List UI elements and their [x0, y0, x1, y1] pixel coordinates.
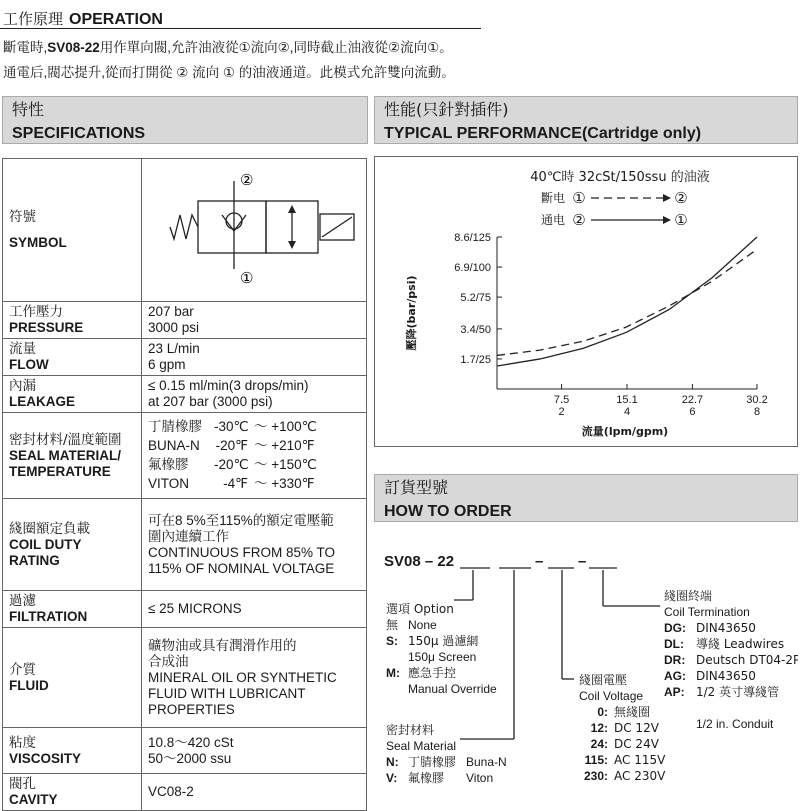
symbol-label-en: SYMBOL	[9, 235, 67, 250]
termination-item-1-code: DL:	[664, 637, 684, 651]
option-item-2-en: Manual Override	[408, 682, 497, 696]
fluid-label-en: FLUID	[9, 677, 49, 693]
option-item-1-code: S:	[386, 634, 398, 648]
spec-value-fluid	[142, 628, 367, 728]
legend-arrow-1	[663, 216, 671, 224]
operation-title	[3, 8, 163, 29]
leakage-label-zh: 內漏	[9, 378, 36, 394]
seal-temperature-grid	[148, 419, 360, 492]
spec-value-coil	[142, 499, 367, 591]
spec-label-pressure	[3, 302, 142, 339]
option-title: 選項 Option	[386, 602, 454, 616]
operation-line-1-model: SV08-22	[47, 40, 100, 55]
fluid-value-5: PROPERTIES	[148, 701, 235, 717]
voltage-item-0-code: 0:	[597, 705, 608, 719]
spec-value-leakage	[142, 376, 367, 413]
operation-line-2: 通電后,閥芯提升,從而打開從 ② 流向 ① 的油液通道。此模式允許雙向流動。	[3, 65, 455, 80]
spec-label-seal	[3, 413, 142, 499]
seal-row-0-range-high: ～ +100℃	[254, 419, 317, 434]
coil-value-4: 115% OF NOMINAL VOLTAGE	[148, 560, 335, 576]
specifications-header-zh: 特性	[12, 100, 45, 119]
legend-arrow-0	[663, 194, 671, 202]
spec-value-flow	[142, 339, 367, 376]
x-tick-sublabel-3: 8	[753, 406, 761, 418]
order-header-en: HOW TO ORDER	[384, 503, 512, 520]
voltage-title-en: Coil Voltage	[579, 689, 644, 703]
termination-item-4-code: AP:	[664, 685, 685, 699]
symbol-label-zh: 符號	[9, 209, 36, 225]
termination-item-2-code: DR:	[664, 653, 686, 667]
spec-label-viscosity	[3, 728, 142, 774]
cavity-label-zh: 閥孔	[9, 776, 36, 792]
termination-item-3-code: AG:	[664, 669, 686, 683]
spec-value-seal	[142, 413, 367, 499]
fluid-value-3: MINERAL OIL OR SYNTHETIC	[148, 669, 337, 685]
option-item-1-en: 150μ Screen	[408, 650, 477, 664]
seal-row-3-range-high: ～ +330℉	[254, 476, 315, 491]
operation-line-1-suffix: 用作單向閥,允許油液從①流向②,同時截止油液從②流向①。	[99, 40, 453, 55]
pressure-value-psi: 3000 psi	[148, 320, 200, 335]
termination-item-4-desc: 1/2 英寸導綫管	[696, 685, 780, 699]
x-tick-sublabel-0: 2	[558, 406, 565, 418]
legend-label-0: 斷电	[540, 191, 565, 205]
seal-item-0-en: Buna-N	[466, 755, 507, 769]
pressure-value-bar: 207 bar	[148, 304, 194, 319]
coil-label-en-2: RATING	[9, 552, 60, 568]
spec-label-flow	[3, 339, 142, 376]
x-tick-label-0: 7.5	[553, 394, 570, 406]
leakage-value-1: ≤ 0.15 ml/min(3 drops/min)	[148, 378, 309, 393]
option-item-0-code: 無	[386, 618, 399, 632]
spec-value-pressure	[142, 302, 367, 339]
seal-title-zh: 密封材料	[386, 723, 435, 737]
termination-title-en: Coil Termination	[664, 605, 750, 619]
cavity-value: VC08-2	[148, 784, 194, 799]
termination-item-1-desc: 導綫 Leadwires	[696, 637, 785, 651]
termination-item-0-desc: DIN43650	[696, 621, 756, 635]
spec-row-coil	[3, 499, 367, 591]
performance-header-en: TYPICAL PERFORMANCE(Cartridge only)	[384, 125, 702, 142]
spec-row-leakage	[3, 376, 367, 413]
y-tick-label-1: 3.4/50	[460, 323, 491, 336]
seal-row-3-low: -4℉	[223, 476, 248, 491]
fluid-value-2: 合成油	[148, 653, 189, 669]
spec-row-viscosity	[3, 728, 367, 774]
operation-title-zh: 工作原理	[3, 11, 64, 28]
seal-row-0-name: 丁腈橡膠	[148, 419, 202, 434]
coil-value-3: CONTINUOUS FROM 85% TO	[148, 544, 336, 560]
x-tick-sublabel-1: 4	[623, 406, 631, 418]
x-tick-label-3: 30.2	[746, 394, 768, 406]
voltage-item-0-desc: 無綫圈	[614, 705, 651, 719]
x-tick-label-2: 22.7	[681, 394, 704, 406]
spec-row-seal	[3, 413, 367, 499]
voltage-item-2-desc: DC 24V	[614, 737, 659, 751]
seal-row-0-low: -30℃	[214, 419, 249, 434]
flow-value-lpm: 23 L/min	[148, 341, 200, 356]
operation-line-1	[3, 36, 453, 56]
filtration-label-zh: 過濾	[9, 593, 36, 609]
legend-from-0: ①	[572, 189, 586, 207]
spec-label-fluid	[3, 628, 142, 728]
y-tick-label-4: 8.6/125	[454, 232, 491, 244]
spec-label-symbol	[3, 159, 142, 302]
pressure-label-zh: 工作壓力	[9, 304, 63, 320]
fluid-value-1: 礦物油或具有潤滑作用的	[148, 637, 297, 653]
seal-row-3-name: VITON	[148, 476, 190, 491]
option-item-2-zh: 應急手控	[408, 666, 457, 680]
spec-row-pressure	[3, 302, 367, 339]
seal-item-1-en: Viton	[466, 771, 494, 785]
viscosity-label-zh: 粘度	[9, 734, 36, 751]
spec-row-filtration	[3, 591, 367, 628]
voltage-item-2-code: 24:	[590, 737, 608, 751]
filtration-label-en: FILTRATION	[9, 609, 88, 624]
voltage-item-4-desc: AC 230V	[614, 769, 666, 783]
order-header	[374, 474, 798, 522]
termination-title-zh: 綫圈終端	[664, 589, 713, 603]
order-header-zh: 訂貨型號	[384, 478, 449, 497]
spec-row-fluid	[3, 628, 367, 728]
coil-value-2: 圍內連續工作	[148, 528, 229, 544]
symbol-port-2-label: ②	[240, 171, 254, 189]
cavity-label-en: CAVITY	[9, 792, 58, 807]
viscosity-value-ssu: 50～2000 ssu	[148, 750, 232, 766]
specifications-table	[2, 158, 367, 811]
performance-chart	[375, 157, 797, 446]
pressure-label-en: PRESSURE	[9, 320, 84, 335]
spec-label-leakage	[3, 376, 142, 413]
viscosity-label-en: VISCOSITY	[9, 750, 82, 766]
seal-row-2-range-high: ～ +150℃	[254, 457, 317, 472]
flow-label-en: FLOW	[9, 357, 49, 372]
seal-row-1-low: -20℉	[215, 438, 248, 453]
seal-row-1-name: BUNA-N	[148, 438, 200, 453]
specifications-header	[2, 96, 368, 144]
chart-x-label: 流量(lpm/gpm)	[581, 425, 669, 438]
voltage-item-3-desc: AC 115V	[614, 753, 666, 767]
y-tick-label-0: 1.7/25	[460, 353, 491, 366]
seal-item-1-code: V:	[386, 771, 398, 785]
seal-row-1-range-high: ～ +210℉	[254, 438, 315, 453]
spec-value-viscosity	[142, 728, 367, 774]
y-tick-label-3: 6.9/100	[454, 262, 491, 275]
spec-row-symbol	[3, 159, 367, 302]
order-code-diagram	[374, 534, 798, 802]
operation-title-en: OPERATION	[69, 11, 163, 28]
leakage-value-2: at 207 bar (3000 psi)	[148, 394, 273, 409]
termination-item-3-desc: DIN43650	[696, 669, 756, 683]
series-line-solid	[497, 237, 757, 366]
voltage-item-1-code: 12:	[590, 721, 608, 735]
spec-label-coil	[3, 499, 142, 591]
seal-label-zh: 密封材料/溫度範圍	[9, 431, 122, 448]
termination-item-2-desc: Deutsch DT04-2P	[696, 653, 798, 667]
operation-underline	[0, 28, 481, 29]
legend-from-1: ②	[572, 211, 586, 229]
operation-line-1-prefix: 斷電時,	[3, 40, 48, 55]
order-sep-1: –	[535, 553, 544, 570]
seal-title-en: Seal Material	[386, 739, 457, 753]
termination-item-0-code: DG:	[664, 621, 686, 635]
symbol-port-1-label: ①	[240, 269, 254, 287]
seal-label-en-2: TEMPERATURE	[9, 463, 111, 479]
seal-item-0-code: N:	[386, 755, 399, 769]
performance-header-zh: 性能(只針對插件)	[384, 100, 509, 119]
seal-item-1-zh: 氟橡膠	[408, 771, 445, 785]
seal-label-en-1: SEAL MATERIAL/	[9, 447, 122, 463]
voltage-item-3-code: 115:	[584, 753, 608, 767]
x-tick-label-1: 15.1	[616, 394, 638, 406]
seal-row-2-name: 氟橡膠	[148, 457, 189, 472]
specifications-header-en: SPECIFICATIONS	[12, 125, 146, 142]
order-model-code: SV08 – 22	[384, 553, 455, 570]
order-diagram	[374, 534, 798, 802]
chart-title: 40℃時 32cSt/150ssu 的油液	[530, 170, 710, 185]
legend-to-0: ②	[674, 189, 688, 207]
viscosity-value-cst: 10.8～420 cSt	[148, 734, 234, 750]
fluid-label-zh: 介質	[9, 661, 36, 678]
filtration-value: ≤ 25 MICRONS	[148, 601, 242, 616]
seal-row-2-low: -20℃	[214, 457, 249, 472]
performance-chart-box	[374, 156, 798, 447]
termination-ap-extra: 1/2 in. Conduit	[696, 717, 774, 731]
x-tick-sublabel-2: 6	[689, 406, 696, 418]
valve-symbol-diagram	[142, 159, 379, 297]
leakage-label-en: LEAKAGE	[9, 394, 76, 409]
coil-label-en-1: COIL DUTY	[9, 536, 82, 552]
voltage-item-1-desc: DC 12V	[614, 721, 659, 735]
series-line-dashed	[497, 249, 757, 355]
coil-label-zh: 綫圈額定負載	[9, 520, 90, 537]
voltage-title-zh: 綫圈電壓	[579, 673, 628, 687]
option-item-2-code: M:	[386, 666, 400, 680]
legend-label-1: 通电	[540, 213, 565, 227]
legend-to-1: ①	[674, 211, 688, 229]
spec-row-flow	[3, 339, 367, 376]
option-item-1-zh: 150μ 過濾網	[408, 634, 479, 648]
option-item-0-text: None	[408, 618, 437, 632]
flow-value-gpm: 6 gpm	[148, 357, 186, 372]
seal-item-0-zh: 丁腈橡膠	[408, 755, 457, 769]
voltage-item-4-code: 230:	[583, 769, 608, 783]
performance-header	[374, 96, 798, 144]
flow-label-zh: 流量	[9, 341, 36, 357]
spec-label-filtration	[3, 591, 142, 628]
spec-value-symbol	[142, 159, 367, 302]
chart-y-label: 壓降(bar/psi)	[405, 275, 418, 351]
spec-value-filtration	[142, 591, 367, 628]
fluid-value-4: FLUID WITH LUBRICANT	[148, 685, 306, 701]
order-sep-2: –	[578, 553, 587, 570]
y-tick-label-2: 5.2/75	[460, 292, 491, 305]
coil-value-1: 可在8 5%至115%的額定電壓範	[148, 512, 334, 528]
